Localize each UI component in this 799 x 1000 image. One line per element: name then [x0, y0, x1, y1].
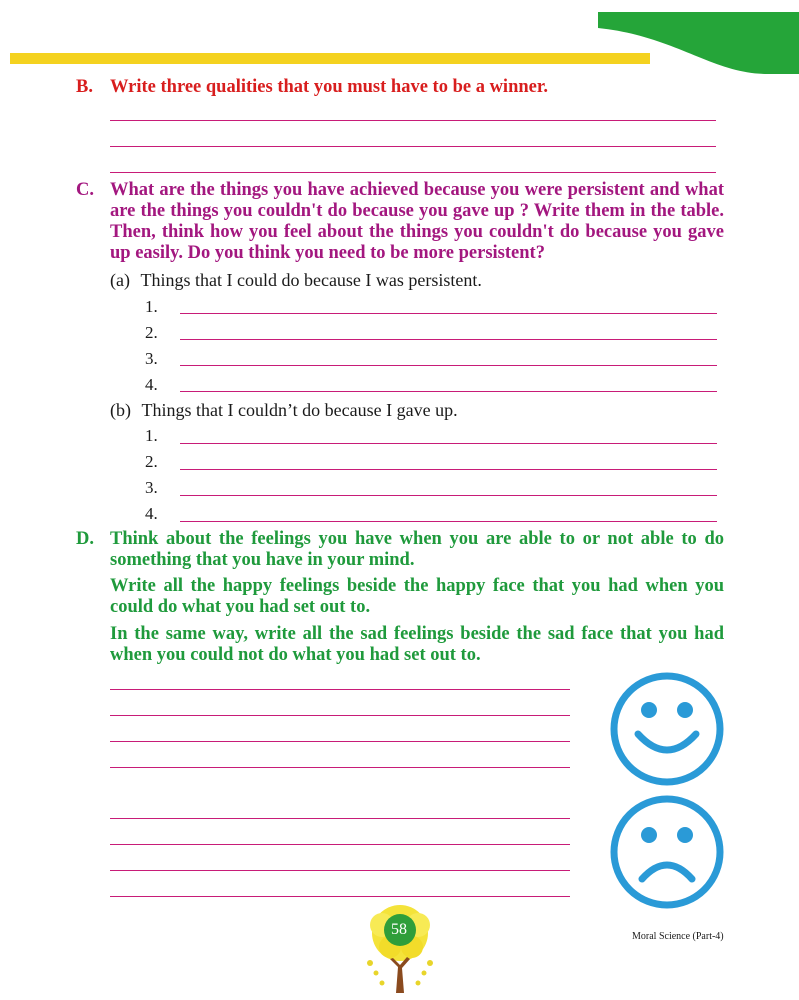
part-a-number-2: 2. — [145, 323, 158, 342]
happy-line-2[interactable] — [110, 715, 570, 716]
header-yellow-bar — [10, 53, 650, 64]
answer-line-bb-1[interactable] — [180, 443, 717, 444]
part-b-heading — [110, 400, 458, 420]
answer-line-b-1[interactable] — [110, 120, 716, 121]
section-b-question: Write three qualities that you must have to be a winner. — [110, 77, 549, 97]
answer-line-a-1[interactable] — [180, 313, 717, 314]
part-a-number-3: 3. — [145, 349, 158, 368]
sad-line-3[interactable] — [110, 870, 570, 871]
part-a-number-4: 4. — [145, 375, 158, 394]
sad-face-icon — [608, 793, 726, 911]
happy-line-1[interactable] — [110, 689, 570, 690]
part-b-number-2: 2. — [145, 452, 158, 471]
part-a-text: Things that I could do because I was persistent. — [140, 270, 482, 290]
part-a-number-1: 1. — [145, 297, 158, 316]
page-number: 58 — [391, 921, 407, 938]
sad-line-4[interactable] — [110, 896, 570, 897]
answer-line-bb-2[interactable] — [180, 469, 717, 470]
tree-icon — [360, 903, 440, 995]
happy-line-4[interactable] — [110, 767, 570, 768]
section-c-question: What are the things you have achieved because you were persistent and what are the things you couldn't do because you gave up ? Write them in the table. Then, think how you feel about the things you couldn't do because you gave up easily. Do you think you need to be more persistent? — [110, 180, 724, 263]
section-d-paragraph-3: In the same way, write all the sad feelings beside the sad face that you had when you could not do what you had set out to. — [110, 624, 724, 665]
part-b-number-3: 3. — [145, 478, 158, 497]
answer-line-a-4[interactable] — [180, 391, 717, 392]
section-d-letter: D. — [76, 529, 94, 549]
answer-line-bb-3[interactable] — [180, 495, 717, 496]
section-b-letter: B. — [76, 77, 93, 97]
sad-line-2[interactable] — [110, 844, 570, 845]
part-a-heading — [110, 270, 482, 290]
part-b-label: (b) — [110, 400, 131, 420]
section-d-paragraph-2: Write all the happy feelings beside the happy face that you had when you could do what you had set out to. — [110, 576, 724, 617]
sad-line-1[interactable] — [110, 818, 570, 819]
answer-line-a-2[interactable] — [180, 339, 717, 340]
happy-line-3[interactable] — [110, 741, 570, 742]
answer-line-a-3[interactable] — [180, 365, 717, 366]
happy-face-icon — [608, 670, 726, 788]
answer-line-b-2[interactable] — [110, 146, 716, 147]
header-green-leaf — [592, 8, 799, 78]
part-b-number-4: 4. — [145, 504, 158, 523]
part-a-label: (a) — [110, 270, 130, 290]
part-b-number-1: 1. — [145, 426, 158, 445]
section-d-paragraph-1: Think about the feelings you have when you are able to or not able to do something that you have in your mind. — [110, 529, 724, 570]
answer-line-bb-4[interactable] — [180, 521, 717, 522]
section-c-letter: C. — [76, 180, 94, 200]
book-title: Moral Science (Part-4) — [632, 931, 724, 942]
part-b-text: Things that I couldn’t do because I gave up. — [141, 400, 458, 420]
answer-line-b-3[interactable] — [110, 172, 716, 173]
